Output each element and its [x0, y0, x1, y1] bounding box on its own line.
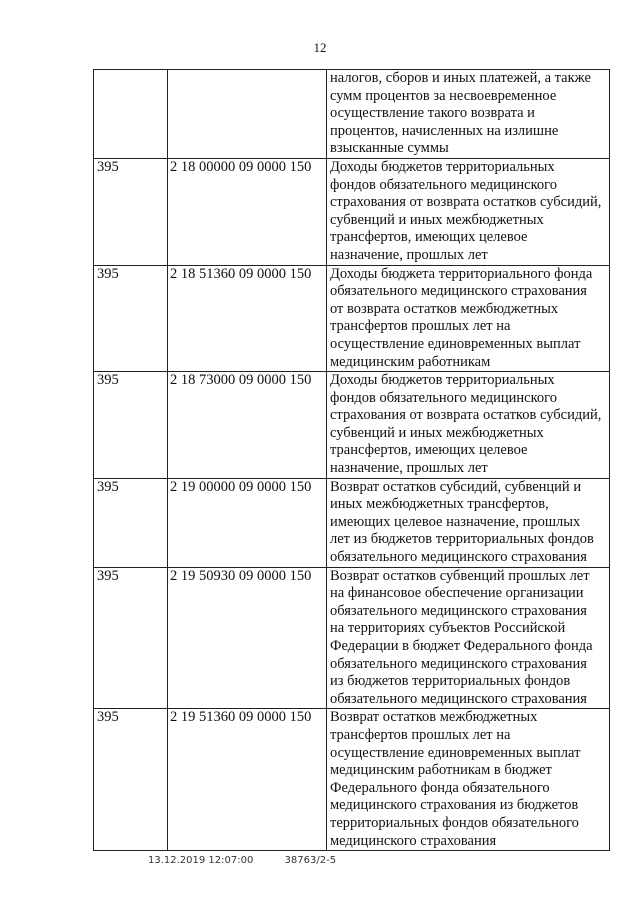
description-cell — [327, 265, 610, 372]
description-line: фондов обязательного медицинского — [330, 389, 557, 406]
admin-code-cell: 395 — [94, 709, 168, 851]
description-line: Доходы бюджетов территориальных — [330, 372, 555, 389]
budget-code-cell: 2 19 50930 09 0000 150 — [168, 567, 327, 709]
admin-code-cell: 395 — [94, 158, 168, 265]
description-line: фондов обязательного медицинского — [330, 176, 557, 193]
description-line: назначение, прошлых лет — [330, 246, 488, 263]
description-line: от возврата остатков межбюджетных — [330, 300, 559, 317]
admin-code-cell: 395 — [94, 567, 168, 709]
description-line: трансфертов, имеющих целевое — [330, 229, 528, 246]
description-line: Доходы бюджетов территориальных — [330, 158, 555, 175]
footer-timestamp: 13.12.2019 12:07:00 — [148, 855, 254, 866]
description-cell — [327, 567, 610, 709]
description-cell — [327, 372, 610, 479]
description-line: субвенций и иных межбюджетных — [330, 211, 544, 228]
budget-code-cell: 2 18 73000 09 0000 150 — [168, 372, 327, 479]
table-row — [94, 70, 610, 159]
table-row — [94, 372, 610, 479]
description-line: осуществление такого возврата и — [330, 105, 535, 122]
description-line: лет из бюджетов территориальных фондов — [330, 531, 594, 548]
description-line: страхования от возврата остатков субсидий, — [330, 407, 602, 424]
document-footer — [148, 855, 364, 866]
budget-code-cell: 2 19 00000 09 0000 150 — [168, 478, 327, 567]
description-line: трансфертов прошлых лет на — [330, 726, 511, 743]
description-line: территориальных фондов обязательного — [330, 814, 579, 831]
description-cell — [327, 709, 610, 851]
budget-code-cell — [168, 70, 327, 159]
description-line: медицинским работникам — [330, 353, 491, 370]
description-line: медицинским работникам в бюджет — [330, 762, 552, 779]
description-line: иных межбюджетных трансфертов, — [330, 496, 549, 513]
admin-code-cell: 395 — [94, 265, 168, 372]
description-line: осуществление единовременных выплат — [330, 744, 581, 761]
budget-code-cell: 2 18 00000 09 0000 150 — [168, 158, 327, 265]
description-line: трансфертов, имеющих целевое — [330, 442, 528, 459]
description-cell — [327, 70, 610, 159]
admin-code-cell: 395 — [94, 478, 168, 567]
description-line: обязательного медицинского страхования — [330, 549, 587, 566]
budget-code-cell: 2 18 51360 09 0000 150 — [168, 265, 327, 372]
page-number: 12 — [313, 40, 327, 55]
description-line: на территориях субъектов Российской — [330, 620, 566, 637]
description-line: налогов, сборов и иных платежей, а также — [330, 70, 591, 86]
description-line: Федерального фонда обязательного — [330, 779, 550, 796]
description-line: трансфертов прошлых лет на — [330, 318, 511, 335]
budget-code-cell: 2 19 51360 09 0000 150 — [168, 709, 327, 851]
description-line: назначение, прошлых лет — [330, 460, 488, 477]
budget-codes-table — [93, 69, 610, 851]
description-line: осуществление единовременных выплат — [330, 335, 581, 352]
description-line: из бюджетов территориальных фондов — [330, 673, 571, 690]
description-line: имеющих целевое назначение, прошлых — [330, 513, 581, 530]
description-line: Возврат остатков субсидий, субвенций и — [330, 478, 582, 495]
footer-doc-id: 38763/2-5 — [284, 855, 337, 866]
description-line: сумм процентов за несвоевременное — [330, 87, 557, 104]
description-cell — [327, 478, 610, 567]
description-line: обязательного медицинского страхования — [330, 690, 587, 707]
description-line: взысканные суммы — [330, 140, 449, 157]
description-line: медицинского страхования — [330, 832, 497, 849]
description-line: обязательного медицинского страхования — [330, 655, 587, 672]
description-line: Возврат остатков субвенций прошлых лет — [330, 567, 590, 584]
description-line: на финансовое обеспечение организации — [330, 585, 584, 602]
table-body — [94, 70, 610, 851]
admin-code-cell — [94, 70, 168, 159]
table-row — [94, 265, 610, 372]
description-line: медицинского страхования из бюджетов — [330, 797, 579, 814]
description-line: процентов, начисленных на излишне — [330, 122, 559, 139]
description-line: обязательного медицинского страхования — [330, 283, 587, 300]
description-line: Доходы бюджета территориального фонда — [330, 265, 593, 282]
description-cell — [327, 158, 610, 265]
description-line: субвенций и иных межбюджетных — [330, 424, 544, 441]
table-row — [94, 478, 610, 567]
description-line: страхования от возврата остатков субсидий, — [330, 194, 602, 211]
table-row — [94, 158, 610, 265]
table-row — [94, 709, 610, 851]
admin-code-cell: 395 — [94, 372, 168, 479]
description-line: Возврат остатков межбюджетных — [330, 709, 538, 726]
description-line: обязательного медицинского страхования — [330, 602, 587, 619]
description-line: Федерации в бюджет Федерального фонда — [330, 638, 593, 654]
table-row — [94, 567, 610, 709]
